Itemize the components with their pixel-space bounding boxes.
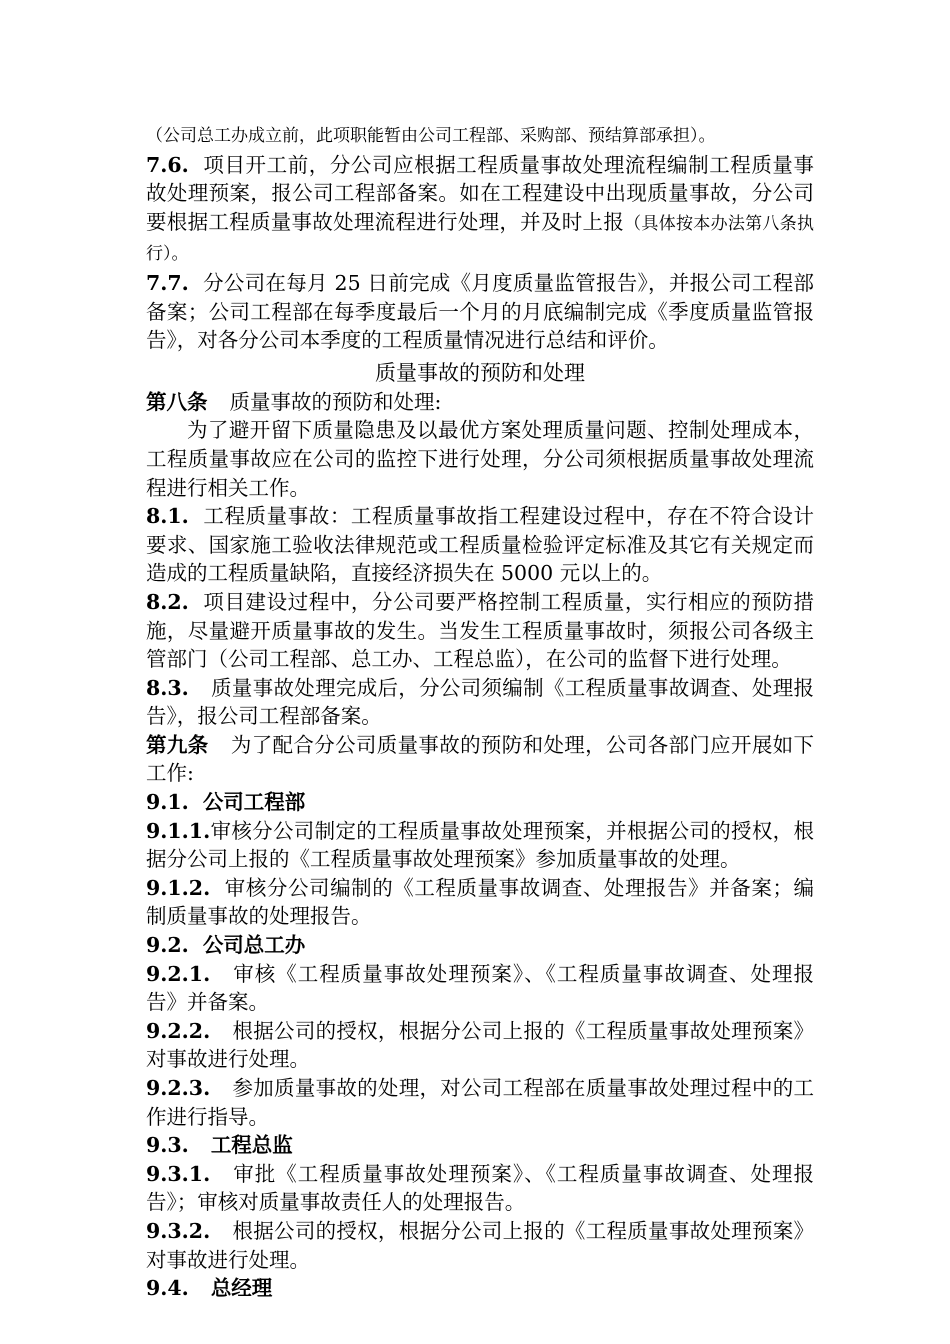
paragraph-text: 项目开工前，分公司应根据工程质量事故处理流程编制工程质量事故处理预案，报公司工程部备案。如在工程建设中出现质量事故，分公司要根据工程质量事故处理流程进行处理，并及时上报 <box>146 152 814 234</box>
clause-title: 公司工程部 <box>202 790 306 815</box>
clause-number: 9.1.1. <box>146 818 211 843</box>
paragraph-8-3 <box>146 674 814 731</box>
paragraph-9-2-1 <box>146 960 814 1017</box>
section-heading: 质量事故的预防和处理 <box>375 360 585 385</box>
paragraph-text: 参加质量事故的处理，对公司工程部在质量事故处理过程中的工作进行指导。 <box>146 1076 814 1129</box>
clause-title: 公司总工办 <box>202 933 306 958</box>
clause-title: 工程总监 <box>210 1133 293 1158</box>
paragraph-8-2 <box>146 588 814 674</box>
clause-number: 9.4. <box>146 1276 189 1301</box>
paragraph-text: 审批《工程质量事故处理预案》、《工程质量事故调查、处理报告》；审核对质量事故责任人的处理报告。 <box>146 1161 814 1215</box>
heading-9-4 <box>146 1274 814 1303</box>
heading-9-2 <box>146 931 814 960</box>
paragraph-text: 审核分公司制定的工程质量事故处理预案，并根据公司的授权，根据分公司上报的《工程质量事故处理预案》参加质量事故的处理。 <box>146 818 814 872</box>
article-label: 第九条 <box>146 732 209 757</box>
paragraph-9-3-2 <box>146 1217 814 1274</box>
paragraph-7-7 <box>146 269 814 355</box>
paragraph-text: （公司总工办成立前，此项职能暂由公司工程部、采购部、预结算部承担）。 <box>146 126 716 146</box>
paragraph-7-6 <box>146 151 814 269</box>
paragraph-text: 根据公司的授权，根据分公司上报的《工程质量事故处理预案》对事故进行处理。 <box>146 1018 814 1072</box>
clause-number: 9.2.2. <box>146 1018 211 1043</box>
paragraph-text: 审核分公司编制的《工程质量事故调查、处理报告》并备案；编制质量事故的处理报告。 <box>146 875 814 929</box>
clause-number: 8.1. <box>146 504 189 529</box>
paragraph-text: 审核《工程质量事故处理预案》、《工程质量事故调查、处理报告》并备案。 <box>146 961 814 1015</box>
paragraph-text: 分公司在每月 25 日前完成《月度质量监管报告》，并报公司工程部备案；公司工程部在每季度最后一个月的月底编制完成《季度质量监管报告》，对各分公司本季度的工程质量情况进行总结和评价。 <box>146 270 814 353</box>
paragraph-note: （具体按本办法第八条执行）。 <box>146 213 815 265</box>
clause-number: 9.1. <box>146 790 189 815</box>
paragraph-7-5-continuation <box>146 122 814 151</box>
article-9 <box>146 731 814 788</box>
paragraph-text: 质量事故处理完成后，分公司须编制《工程质量事故调查、处理报告》，报公司工程部备案。 <box>146 675 814 729</box>
paragraph-9-2-3 <box>146 1074 814 1131</box>
paragraph-text: 根据公司的授权，根据分公司上报的《工程质量事故处理预案》对事故进行处理。 <box>146 1218 814 1272</box>
clause-number: 9.2.1. <box>146 961 211 986</box>
clause-title: 总经理 <box>210 1276 273 1301</box>
clause-number: 7.7. <box>146 270 189 295</box>
paragraph-9-1-1 <box>146 817 814 874</box>
paragraph-9-1-2 <box>146 874 814 931</box>
article-label: 第八条 <box>146 389 208 414</box>
article-8-body: 为了避开留下质量隐患及以最优方案处理质量问题、控制处理成本，工程质量事故应在公司的监控下进行处理，分公司须根据质量事故处理流程进行相关工作。 <box>146 418 814 500</box>
clause-number: 9.2. <box>146 933 189 958</box>
paragraph-9-2-2 <box>146 1017 814 1074</box>
clause-number: 8.3. <box>146 675 189 700</box>
heading-9-1 <box>146 788 814 817</box>
heading-9-3 <box>146 1131 814 1160</box>
article-8-title <box>146 388 814 417</box>
clause-number: 9.3. <box>146 1133 189 1158</box>
article-text: 为了配合分公司质量事故的预防和处理，公司各部门应开展如下工作: <box>146 732 815 786</box>
article-text: 质量事故的预防和处理: <box>229 389 442 414</box>
clause-number: 9.3.2. <box>146 1218 211 1243</box>
document-page <box>146 122 814 1303</box>
clause-number: 7.6. <box>146 152 189 177</box>
clause-number: 9.1.2. <box>146 875 211 900</box>
paragraph-9-3-1 <box>146 1160 814 1217</box>
paragraph-text: 项目建设过程中，分公司要严格控制工程质量，实行相应的预防措施，尽量避开质量事故的发生。当发生工程质量事故时，须报公司各级主管部门（公司工程部、总工办、工程总监），在公司的监督下进行处理。 <box>146 589 814 672</box>
paragraph-8-1 <box>146 502 814 588</box>
clause-number: 8.2. <box>146 589 189 614</box>
paragraph-text: 工程质量事故：工程质量事故指工程建设过程中，存在不符合设计要求、国家施工验收法律规范或工程质量检验评定标准及其它有关规定而造成的工程质量缺陷，直接经济损失在 5000 元以上的。 <box>146 504 814 586</box>
clause-number: 9.3.1. <box>146 1161 211 1186</box>
clause-number: 9.2.3. <box>146 1076 211 1100</box>
